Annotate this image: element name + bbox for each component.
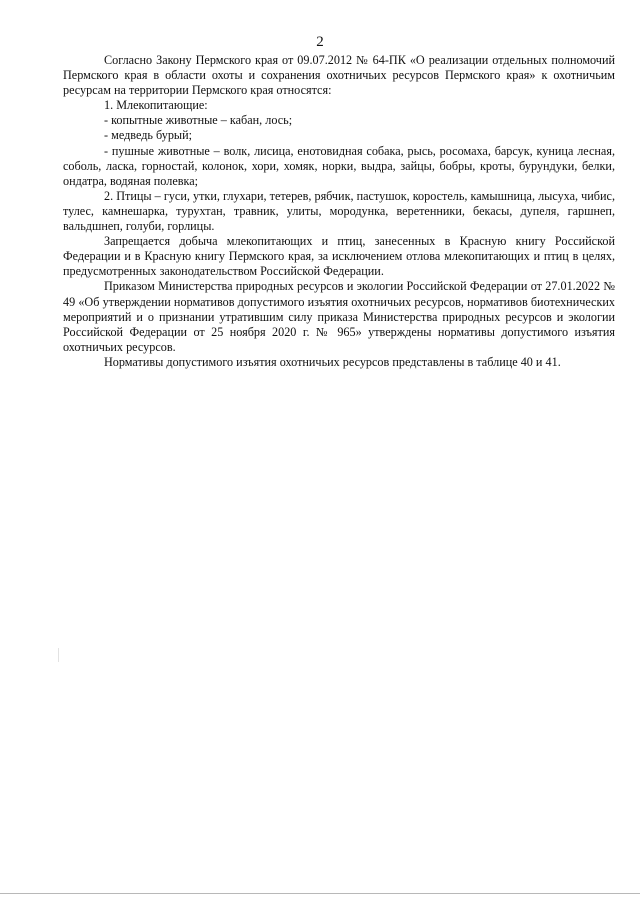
list-item-furbearing: - пушные животные – волк, лисица, енотовидная собака, рысь, росомаха, барсук, куница лесная, соболь, ласка, горностай, колонок, хори, хомяк, норки, выдра, зайцы, бобры, кроты, бурундуки, белки, ондатра, водяная полевка; (63, 143, 615, 188)
mammals-heading: 1. Млекопитающие: (104, 98, 208, 113)
page-number: 2 (316, 34, 324, 50)
birds-paragraph: 2. Птицы – гуси, утки, глухари, тетерев, рябчик, пастушок, коростель, камышница, лысуха, чибис, тулес, камнешарка, турухтан, травник, улиты, мородунка, веретенники, бекасы, дупеля, гаршнеп, вальдшнеп, голуби, горлицы. (63, 188, 615, 234)
scan-artifact (58, 648, 59, 662)
list-item-bear: - медведь бурый; (104, 128, 193, 143)
list-item-hoofed: - копытные животные – кабан, лось; (104, 113, 293, 128)
document-body (63, 53, 615, 370)
intro-paragraph: Согласно Закону Пермского края от 09.07.2012 № 64-ПК «О реализации отдельных полномочий Пермского края в области охоты и сохранения охотничьих ресурсов Пермского края» к охотничьим ресурсам на территории Пермского края относятся: (63, 53, 615, 98)
tables-note-paragraph: Нормативы допустимого изъятия охотничьих ресурсов представлены в таблице 40 и 41. (104, 354, 561, 369)
prohibition-paragraph: Запрещается добыча млекопитающих и птиц, занесенных в Красную книгу Российской Федерации и в Красную книгу Пермского края, за исключением отлова млекопитающих и птиц в целях, предусмотренных законодательством Российской Федерации. (63, 234, 615, 279)
order-paragraph: Приказом Министерства природных ресурсов и экологии Российской Федерации от 27.01.2022 № 49 «Об утверждении нормативов допустимого изъятия охотничьих ресурсов, нормативов биотехнических мероприятий и о признании утратившим силу приказа Министерства природных ресурсов и экологии Российской Федерации от 25 ноября 2020 г. № 965» утверждены нормативы допустимого изъятия охотничьих ресурсов. (63, 279, 615, 354)
page-bottom-edge (0, 893, 640, 894)
